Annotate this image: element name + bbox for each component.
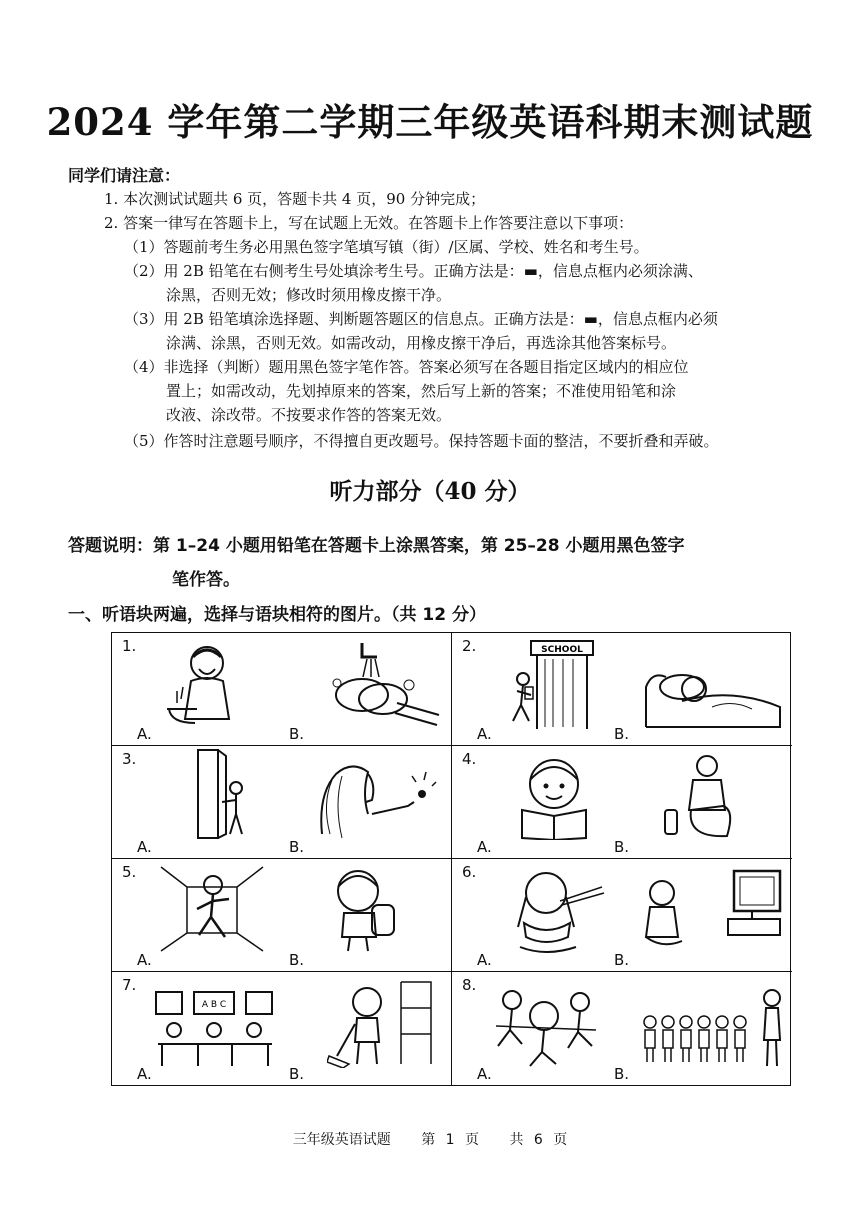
going-to-school-picture [507,639,597,731]
footer-total-pages: 共 6 页 [509,1132,568,1148]
sleeping-picture [642,647,782,729]
option-b-label: B. [614,725,630,743]
question-cell-2 [452,633,792,746]
option-b-label: B. [289,951,305,969]
notice-line: 涂黑，否则无效；修改时须用橡皮擦干净。 [166,286,452,304]
blackboard-text: A B C [201,1000,227,1010]
notice-line: （5）作答时注意题号顺序，不得擅自更改题号。保持答题卡面的整洁，不要折叠和弄破。 [124,432,719,450]
instruction-line-2: 笔作答。 [172,570,240,590]
question-cell-7 [112,972,452,1085]
question-number: 6. [462,863,477,881]
question-cell-5 [112,859,452,972]
washing-hands-picture [317,643,442,728]
notice-heading: 同学们请注意： [68,166,181,185]
option-b-label: B. [614,1065,630,1083]
notice-line: 1. 本次测试试题共 6 页，答题卡共 4 页，90 分钟完成； [104,190,486,208]
page-footer [0,1129,860,1149]
question-number: 8. [462,976,477,994]
sweeping-floor-picture [327,978,437,1068]
classroom-picture [152,990,277,1068]
question-cell-4 [452,746,792,859]
notice-line: 涂满、涂黑，否则无效。如需改动，用橡皮擦干净后，再选涂其他答案标号。 [166,334,677,352]
notice-line: 2. 答案一律写在答题卡上，写在试题上无效。在答题卡上作答要注意以下事项： [104,214,634,232]
question-number: 1. [122,637,137,655]
option-a-label: A. [137,1065,152,1083]
notice-line: （3）用 2B 铅笔填涂选择题、判断题答题区的信息点。正确方法是：▬，信息点框内必须 [124,310,718,328]
school-sign-text: SCHOOL [541,645,583,655]
question-number: 4. [462,750,477,768]
option-a-label: A. [137,838,152,856]
question-number: 2. [462,637,477,655]
option-a-label: A. [477,1065,492,1083]
part-one-heading: 一、听语块两遍，选择与语块相符的图片。（共 12 分） [68,605,486,625]
page-title: 2024 学年第二学期三年级英语科期末测试题 [46,100,814,144]
reading-book-picture [514,754,594,840]
picture-question-grid [111,632,791,1086]
option-a-label: A. [137,951,152,969]
notice-line: 改液、涂改带。不按要求作答的答案无效。 [166,406,452,424]
children-playing-picture [492,986,602,1068]
section-title: 听力部分（40 分） [329,478,531,505]
notice-line: （4）非选择（判断）题用黑色签字笔作答。答案必须写在各题目指定区域内的相应位 [124,358,689,376]
question-number: 7. [122,976,137,994]
option-a-label: A. [477,951,492,969]
option-a-label: A. [137,725,152,743]
instruction-line-1: 答题说明：第 1–24 小题用铅笔在答题卡上涂黑答案，第 25–28 小题用黑色签字 [68,536,685,556]
question-cell-1 [112,633,452,746]
option-b-label: B. [289,725,305,743]
option-b-label: B. [614,838,630,856]
question-number: 3. [122,750,137,768]
pressing-doorbell-picture [312,754,437,840]
running-in-hallway-picture [157,863,267,953]
packing-schoolbag-picture [657,750,757,840]
option-b-label: B. [614,951,630,969]
option-a-label: A. [477,725,492,743]
notice-line: （1）答题前考生务必用黑色签字笔填写镇（街）/区属、学校、姓名和考生号。 [124,238,649,256]
question-cell-6 [452,859,792,972]
question-number: 5. [122,863,137,881]
answer-instruction [68,529,684,597]
watching-tv-picture [642,863,782,953]
notice-line: 置上；如需改动，先划掉原来的答案，然后写上新的答案；不准使用铅笔和涂 [166,382,677,400]
footer-page-number: 第 1 页 [421,1132,479,1148]
children-lining-up-picture [640,986,785,1068]
option-b-label: B. [289,1065,305,1083]
option-b-label: B. [289,838,305,856]
eating-noodles-picture [510,867,610,953]
opening-door-picture [192,748,252,840]
boy-with-backpack-picture [322,865,402,953]
footer-subject: 三年级英语试题 [292,1132,391,1148]
question-cell-3 [112,746,452,859]
washing-face-picture [157,639,257,727]
option-a-label: A. [477,838,492,856]
question-cell-8 [452,972,792,1085]
notice-line: （2）用 2B 铅笔在右侧考生号处填涂考生号。正确方法是：▬，信息点框内必须涂满、 [124,262,703,280]
